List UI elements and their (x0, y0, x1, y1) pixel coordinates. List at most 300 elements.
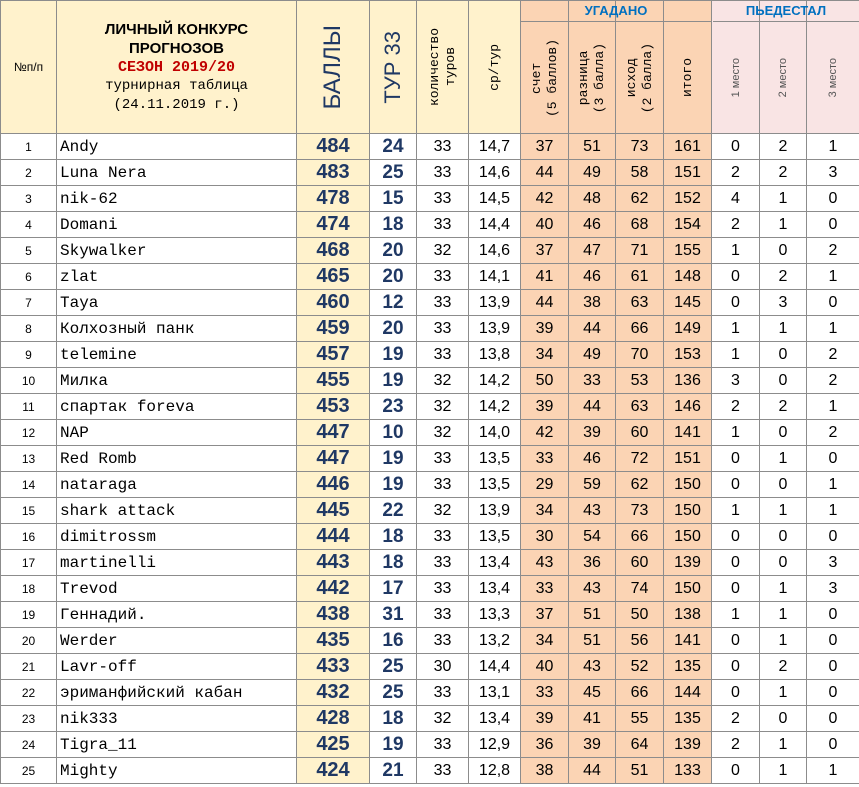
round-points-cell: 19 (370, 342, 417, 368)
points-cell: 432 (297, 680, 370, 706)
guessed-score-cell: 42 (521, 420, 569, 446)
table-row (1, 550, 859, 576)
col-header-place-1-label: 1 место (729, 58, 742, 98)
table-row (1, 212, 859, 238)
place-2-count-cell: 1 (760, 628, 807, 654)
points-cell: 455 (297, 368, 370, 394)
average-per-round-cell: 13,4 (469, 550, 521, 576)
row-number-cell: 13 (1, 446, 57, 472)
points-cell: 435 (297, 628, 370, 654)
row-number-cell: 21 (1, 654, 57, 680)
place-3-count-cell: 2 (807, 342, 859, 368)
guessed-difference-cell: 44 (569, 316, 616, 342)
guessed-score-cell: 37 (521, 602, 569, 628)
player-name-cell: Andy (57, 134, 297, 160)
player-name-cell: dimitrossm (57, 524, 297, 550)
player-name-cell: shark attack (57, 498, 297, 524)
guessed-outcome-cell: 56 (616, 628, 664, 654)
place-2-count-cell: 1 (760, 186, 807, 212)
average-per-round-cell: 13,5 (469, 472, 521, 498)
place-2-count-cell: 1 (760, 680, 807, 706)
place-2-count-cell: 2 (760, 264, 807, 290)
average-per-round-cell: 13,5 (469, 524, 521, 550)
guessed-total-cell: 145 (664, 290, 712, 316)
place-2-count-cell: 0 (760, 524, 807, 550)
rounds-count-cell: 33 (417, 550, 469, 576)
round-points-cell: 25 (370, 654, 417, 680)
guessed-difference-cell: 46 (569, 446, 616, 472)
place-1-count-cell: 2 (712, 212, 760, 238)
row-number-cell: 6 (1, 264, 57, 290)
place-3-count-cell: 2 (807, 420, 859, 446)
guessed-outcome-cell: 61 (616, 264, 664, 290)
guessed-total-cell: 149 (664, 316, 712, 342)
guessed-difference-cell: 43 (569, 654, 616, 680)
round-points-cell: 20 (370, 264, 417, 290)
guessed-difference-cell: 41 (569, 706, 616, 732)
place-3-count-cell: 3 (807, 576, 859, 602)
rounds-count-cell: 33 (417, 628, 469, 654)
guessed-total-cell: 135 (664, 654, 712, 680)
points-cell: 438 (297, 602, 370, 628)
place-2-count-cell: 0 (760, 420, 807, 446)
row-number-cell: 11 (1, 394, 57, 420)
average-per-round-cell: 13,4 (469, 576, 521, 602)
table-title (57, 1, 297, 134)
row-number-cell: 2 (1, 160, 57, 186)
guessed-difference-cell: 46 (569, 264, 616, 290)
place-1-count-cell: 0 (712, 628, 760, 654)
player-name-cell: Luna Nera (57, 160, 297, 186)
round-points-cell: 18 (370, 524, 417, 550)
guessed-outcome-cell: 72 (616, 446, 664, 472)
row-number-cell: 9 (1, 342, 57, 368)
col-header-total-label: итого (679, 58, 695, 98)
place-1-count-cell: 1 (712, 602, 760, 628)
place-3-count-cell: 0 (807, 706, 859, 732)
points-cell: 478 (297, 186, 370, 212)
place-2-count-cell: 2 (760, 160, 807, 186)
row-number-cell: 14 (1, 472, 57, 498)
row-number-cell: 10 (1, 368, 57, 394)
col-header-number (1, 1, 57, 134)
guessed-score-cell: 40 (521, 654, 569, 680)
round-points-cell: 31 (370, 602, 417, 628)
col-header-number-label: №п/п (13, 60, 44, 74)
outcome-line-2: (2 балла) (639, 42, 655, 114)
table-row (1, 316, 859, 342)
place-3-count-cell: 0 (807, 290, 859, 316)
place-3-count-cell: 0 (807, 186, 859, 212)
place-1-count-cell: 0 (712, 264, 760, 290)
place-1-count-cell: 0 (712, 576, 760, 602)
guessed-outcome-cell: 52 (616, 654, 664, 680)
place-1-count-cell: 4 (712, 186, 760, 212)
guessed-score-cell: 44 (521, 290, 569, 316)
table-row (1, 498, 859, 524)
rounds-count-cell: 33 (417, 186, 469, 212)
round-points-cell: 23 (370, 394, 417, 420)
place-2-count-cell: 2 (760, 654, 807, 680)
place-1-count-cell: 3 (712, 368, 760, 394)
col-header-points (297, 1, 370, 134)
guessed-total-cell: 151 (664, 446, 712, 472)
place-1-count-cell: 2 (712, 706, 760, 732)
points-cell: 444 (297, 524, 370, 550)
place-3-count-cell: 0 (807, 212, 859, 238)
row-number-cell: 7 (1, 290, 57, 316)
round-points-cell: 20 (370, 316, 417, 342)
guessed-score-cell: 33 (521, 680, 569, 706)
points-cell: 424 (297, 758, 370, 784)
table-row (1, 602, 859, 628)
rounds-count-cell: 33 (417, 576, 469, 602)
guessed-total-cell: 133 (664, 758, 712, 784)
table-row (1, 134, 859, 160)
table-row (1, 290, 859, 316)
guessed-outcome-cell: 74 (616, 576, 664, 602)
table-row (1, 628, 859, 654)
place-3-count-cell: 0 (807, 680, 859, 706)
col-header-place-2-label: 2 место (777, 58, 789, 98)
table-row (1, 342, 859, 368)
row-number-cell: 19 (1, 602, 57, 628)
points-cell: 483 (297, 160, 370, 186)
guessed-total-cell: 152 (664, 186, 712, 212)
average-per-round-cell: 14,4 (469, 212, 521, 238)
table-row (1, 576, 859, 602)
guessed-outcome-cell: 68 (616, 212, 664, 238)
place-1-count-cell: 1 (712, 420, 760, 446)
guessed-score-cell: 39 (521, 316, 569, 342)
place-3-count-cell: 1 (807, 472, 859, 498)
player-name-cell: nik-62 (57, 186, 297, 212)
guessed-difference-cell: 48 (569, 186, 616, 212)
table-row (1, 394, 859, 420)
rounds-count-cell: 33 (417, 264, 469, 290)
guessed-score-cell: 39 (521, 394, 569, 420)
group-header-podium: ПЬЕДЕСТАЛ (745, 3, 827, 18)
points-cell: 445 (297, 498, 370, 524)
average-per-round-cell: 14,6 (469, 160, 521, 186)
place-1-count-cell: 0 (712, 290, 760, 316)
table-row (1, 706, 859, 732)
guessed-outcome-cell: 60 (616, 420, 664, 446)
guessed-total-cell: 150 (664, 472, 712, 498)
guessed-score-cell: 30 (521, 524, 569, 550)
rounds-count-cell: 33 (417, 732, 469, 758)
title-line-2: ПРОГНОЗОВ (129, 39, 224, 57)
guessed-outcome-cell: 66 (616, 680, 664, 706)
rounds-count-line-1: количество (426, 27, 442, 106)
place-1-count-cell: 0 (712, 524, 760, 550)
place-1-count-cell: 0 (712, 680, 760, 706)
table-row (1, 472, 859, 498)
points-cell: 474 (297, 212, 370, 238)
place-3-count-cell: 3 (807, 550, 859, 576)
guessed-total-cell: 136 (664, 368, 712, 394)
average-per-round-cell: 12,8 (469, 758, 521, 784)
place-2-count-cell: 1 (760, 212, 807, 238)
round-points-cell: 19 (370, 732, 417, 758)
guessed-difference-cell: 51 (569, 628, 616, 654)
player-name-cell: Милка (57, 368, 297, 394)
rounds-count-cell: 33 (417, 758, 469, 784)
guessed-score-cell: 29 (521, 472, 569, 498)
round-points-cell: 10 (370, 420, 417, 446)
points-cell: 459 (297, 316, 370, 342)
guessed-score-cell: 37 (521, 238, 569, 264)
place-2-count-cell: 0 (760, 368, 807, 394)
guessed-score-cell: 38 (521, 758, 569, 784)
place-1-count-cell: 2 (712, 732, 760, 758)
place-2-count-cell: 1 (760, 316, 807, 342)
average-per-round-cell: 14,2 (469, 368, 521, 394)
guessed-total-cell: 141 (664, 628, 712, 654)
place-3-count-cell: 0 (807, 654, 859, 680)
guessed-difference-cell: 36 (569, 550, 616, 576)
guessed-total-cell: 139 (664, 732, 712, 758)
place-1-count-cell: 0 (712, 654, 760, 680)
guessed-difference-cell: 43 (569, 498, 616, 524)
guessed-score-cell: 33 (521, 446, 569, 472)
guessed-score-cell: 40 (521, 212, 569, 238)
round-points-cell: 19 (370, 368, 417, 394)
place-3-count-cell: 2 (807, 238, 859, 264)
points-cell: 442 (297, 576, 370, 602)
guessed-difference-cell: 33 (569, 368, 616, 394)
rounds-count-cell: 32 (417, 394, 469, 420)
average-per-round-cell: 14,0 (469, 420, 521, 446)
rounds-count-line-2: туров (442, 47, 458, 87)
place-1-count-cell: 0 (712, 134, 760, 160)
guessed-difference-cell: 44 (569, 758, 616, 784)
title-line-1: ЛИЧНЫЙ КОНКУРС (104, 20, 249, 38)
guessed-score-cell: 34 (521, 628, 569, 654)
place-1-count-cell: 0 (712, 472, 760, 498)
place-3-count-cell: 1 (807, 498, 859, 524)
group-divider-podium (713, 21, 859, 22)
col-header-rounds-count (417, 1, 469, 134)
rounds-count-cell: 30 (417, 654, 469, 680)
row-number-cell: 25 (1, 758, 57, 784)
average-per-round-cell: 14,4 (469, 654, 521, 680)
guessed-total-cell: 153 (664, 342, 712, 368)
row-number-cell: 22 (1, 680, 57, 706)
points-cell: 453 (297, 394, 370, 420)
rounds-count-cell: 33 (417, 212, 469, 238)
round-points-cell: 12 (370, 290, 417, 316)
guessed-score-cell: 36 (521, 732, 569, 758)
round-points-cell: 22 (370, 498, 417, 524)
round-points-cell: 18 (370, 212, 417, 238)
guessed-total-cell: 148 (664, 264, 712, 290)
table-row (1, 680, 859, 706)
place-1-count-cell: 1 (712, 342, 760, 368)
table-row (1, 758, 859, 784)
guessed-outcome-cell: 53 (616, 368, 664, 394)
guessed-outcome-cell: 50 (616, 602, 664, 628)
guessed-difference-cell: 54 (569, 524, 616, 550)
standings-body (1, 134, 859, 784)
place-1-count-cell: 2 (712, 394, 760, 420)
guessed-outcome-cell: 51 (616, 758, 664, 784)
row-number-cell: 1 (1, 134, 57, 160)
rounds-count-cell: 32 (417, 706, 469, 732)
place-1-count-cell: 0 (712, 758, 760, 784)
guessed-total-cell: 155 (664, 238, 712, 264)
place-3-count-cell: 1 (807, 758, 859, 784)
place-2-count-cell: 0 (760, 472, 807, 498)
table-row (1, 368, 859, 394)
rounds-count-cell: 32 (417, 420, 469, 446)
player-name-cell: Werder (57, 628, 297, 654)
guessed-outcome-cell: 71 (616, 238, 664, 264)
rounds-count-cell: 33 (417, 472, 469, 498)
rounds-count-cell: 33 (417, 316, 469, 342)
rounds-count-cell: 33 (417, 342, 469, 368)
points-cell: 465 (297, 264, 370, 290)
guessed-score-cell: 44 (521, 160, 569, 186)
guessed-total-cell: 150 (664, 524, 712, 550)
rounds-count-cell: 33 (417, 680, 469, 706)
player-name-cell: nataraga (57, 472, 297, 498)
average-per-round-cell: 13,4 (469, 706, 521, 732)
player-name-cell: Trevod (57, 576, 297, 602)
col-header-round-label: ТУР 33 (380, 30, 405, 104)
guessed-outcome-cell: 63 (616, 290, 664, 316)
place-2-count-cell: 2 (760, 394, 807, 420)
average-per-round-cell: 14,5 (469, 186, 521, 212)
rounds-count-cell: 33 (417, 160, 469, 186)
table-row (1, 654, 859, 680)
rounds-count-cell: 32 (417, 498, 469, 524)
guessed-total-cell: 141 (664, 420, 712, 446)
average-per-round-cell: 13,2 (469, 628, 521, 654)
diff-line-2: (3 балла) (592, 42, 607, 114)
guessed-total-cell: 150 (664, 498, 712, 524)
player-name-cell: Red Romb (57, 446, 297, 472)
average-per-round-cell: 13,9 (469, 498, 521, 524)
table-row (1, 732, 859, 758)
group-header-guessed: УГАДАНО (584, 3, 648, 18)
player-name-cell: Lavr-off (57, 654, 297, 680)
score-line-2: (5 баллов) (544, 38, 560, 117)
player-name-cell: Skywalker (57, 238, 297, 264)
guessed-difference-cell: 44 (569, 394, 616, 420)
round-points-cell: 19 (370, 472, 417, 498)
col-header-average (469, 1, 521, 134)
col-header-points-label: БАЛЛЫ (319, 24, 346, 110)
rounds-count-cell: 32 (417, 368, 469, 394)
place-3-count-cell: 0 (807, 732, 859, 758)
points-cell: 447 (297, 446, 370, 472)
guessed-total-cell: 139 (664, 550, 712, 576)
guessed-outcome-cell: 55 (616, 706, 664, 732)
place-2-count-cell: 0 (760, 342, 807, 368)
guessed-difference-cell: 38 (569, 290, 616, 316)
points-cell: 425 (297, 732, 370, 758)
guessed-outcome-cell: 70 (616, 342, 664, 368)
guessed-total-cell: 144 (664, 680, 712, 706)
place-2-count-cell: 1 (760, 602, 807, 628)
guessed-outcome-cell: 60 (616, 550, 664, 576)
guessed-outcome-cell: 58 (616, 160, 664, 186)
guessed-outcome-cell: 73 (616, 498, 664, 524)
round-points-cell: 16 (370, 628, 417, 654)
place-3-count-cell: 1 (807, 316, 859, 342)
place-3-count-cell: 1 (807, 264, 859, 290)
row-number-cell: 15 (1, 498, 57, 524)
guessed-difference-cell: 39 (569, 732, 616, 758)
player-name-cell: telemine (57, 342, 297, 368)
place-2-count-cell: 2 (760, 134, 807, 160)
points-cell: 447 (297, 420, 370, 446)
table-row (1, 160, 859, 186)
guessed-score-cell: 37 (521, 134, 569, 160)
place-3-count-cell: 1 (807, 394, 859, 420)
points-cell: 433 (297, 654, 370, 680)
place-1-count-cell: 0 (712, 550, 760, 576)
season-label: СЕЗОН 2019/20 (117, 58, 236, 76)
guessed-total-cell: 151 (664, 160, 712, 186)
average-per-round-cell: 13,9 (469, 290, 521, 316)
row-number-cell: 5 (1, 238, 57, 264)
place-3-count-cell: 0 (807, 602, 859, 628)
guessed-difference-cell: 43 (569, 576, 616, 602)
guessed-difference-cell: 39 (569, 420, 616, 446)
place-2-count-cell: 3 (760, 290, 807, 316)
round-points-cell: 24 (370, 134, 417, 160)
average-per-round-cell: 14,2 (469, 394, 521, 420)
row-number-cell: 20 (1, 628, 57, 654)
score-line-1: счет (528, 62, 544, 94)
average-per-round-cell: 14,1 (469, 264, 521, 290)
row-number-cell: 12 (1, 420, 57, 446)
col-header-average-label: ср/тур (486, 43, 502, 91)
guessed-score-cell: 39 (521, 706, 569, 732)
outcome-line-1: исход (623, 58, 639, 98)
player-name-cell: Taya (57, 290, 297, 316)
table-row (1, 238, 859, 264)
row-number-cell: 18 (1, 576, 57, 602)
guessed-outcome-cell: 73 (616, 134, 664, 160)
place-1-count-cell: 0 (712, 446, 760, 472)
place-2-count-cell: 0 (760, 706, 807, 732)
guessed-difference-cell: 46 (569, 212, 616, 238)
guessed-difference-cell: 59 (569, 472, 616, 498)
row-number-cell: 4 (1, 212, 57, 238)
points-cell: 446 (297, 472, 370, 498)
guessed-total-cell: 161 (664, 134, 712, 160)
table-row (1, 420, 859, 446)
place-2-count-cell: 0 (760, 550, 807, 576)
average-per-round-cell: 13,8 (469, 342, 521, 368)
round-points-cell: 20 (370, 238, 417, 264)
row-number-cell: 8 (1, 316, 57, 342)
player-name-cell: спартак foreva (57, 394, 297, 420)
average-per-round-cell: 13,9 (469, 316, 521, 342)
guessed-difference-cell: 51 (569, 602, 616, 628)
rounds-count-cell: 33 (417, 446, 469, 472)
place-1-count-cell: 1 (712, 238, 760, 264)
guessed-total-cell: 146 (664, 394, 712, 420)
row-number-cell: 3 (1, 186, 57, 212)
place-2-count-cell: 0 (760, 238, 807, 264)
rounds-count-cell: 33 (417, 524, 469, 550)
guessed-outcome-cell: 62 (616, 186, 664, 212)
place-2-count-cell: 1 (760, 498, 807, 524)
